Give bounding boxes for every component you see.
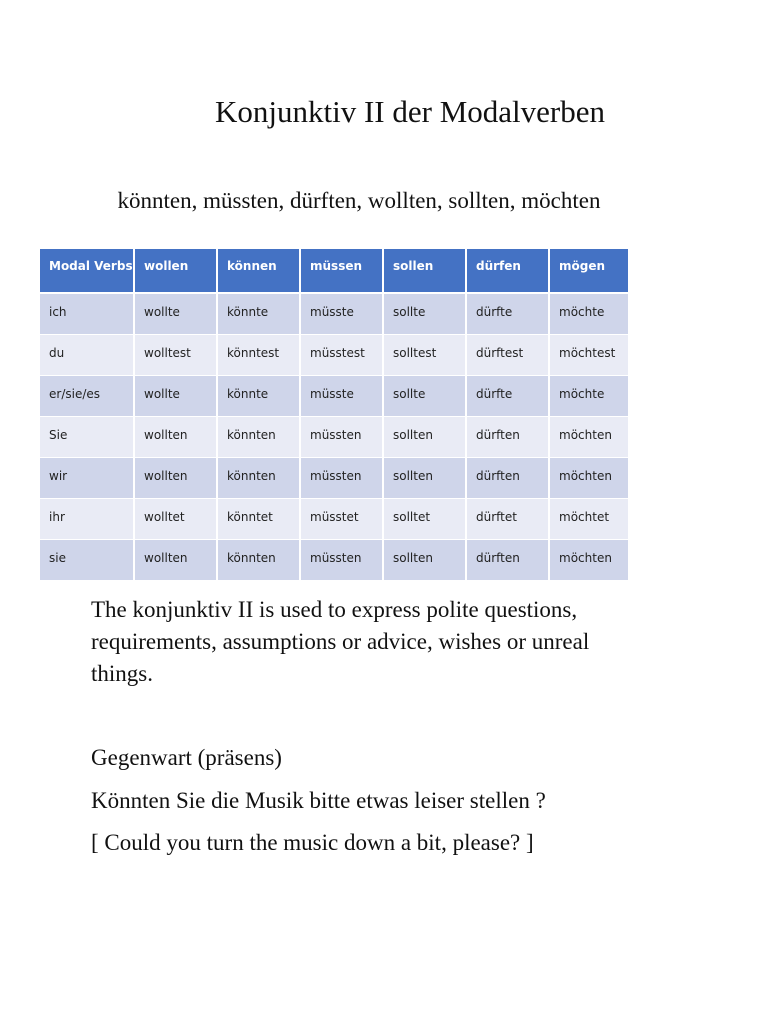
table-cell: er/sie/es [40,375,134,416]
table-cell: wolltest [134,334,217,375]
header-cell: wollen [134,249,217,293]
table-row [40,334,629,375]
table-row [40,416,629,457]
header-cell: mögen [549,249,629,293]
table-cell: möchtet [549,498,629,539]
example-translation: [ Could you turn the music down a bit, please? ] [91,830,534,855]
table-cell: wir [40,457,134,498]
header-cell: können [217,249,300,293]
table-row [40,498,629,539]
table-cell: wolltet [134,498,217,539]
table-cell: ihr [40,498,134,539]
header-cell: müssen [300,249,383,293]
header-cell: dürfen [466,249,549,293]
usage-paragraph: The konjunktiv II is used to express polite questions, requirements, assumptions or advice, wishes or unreal things. [91,597,590,686]
table-cell: müsstest [300,334,383,375]
example-sentence: Könnten Sie die Musik bitte etwas leiser stellen ? [91,788,546,813]
table-cell: wollten [134,416,217,457]
table-cell: dürften [466,416,549,457]
table-cell: möchte [549,375,629,416]
table-cell: könntet [217,498,300,539]
table-cell: müsste [300,375,383,416]
table-cell: müssten [300,539,383,580]
table-cell: möchte [549,293,629,334]
table-cell: könnten [217,539,300,580]
table-cell: müsste [300,293,383,334]
table-cell: du [40,334,134,375]
table-row [40,539,629,580]
table-cell: dürftet [466,498,549,539]
table-cell: könntest [217,334,300,375]
table-cell: möchten [549,539,629,580]
table-cell: sollten [383,416,466,457]
table-cell: müsstet [300,498,383,539]
table-cell: könnten [217,416,300,457]
page-title: Konjunktiv II der Modalverben [215,94,605,129]
table-cell: möchten [549,457,629,498]
table-cell: sie [40,539,134,580]
table-cell: dürften [466,457,549,498]
table-cell: müssten [300,457,383,498]
table-cell: dürfte [466,375,549,416]
modal-verbs-table-container [40,249,629,580]
table-cell: wollten [134,539,217,580]
table-cell: sollten [383,539,466,580]
table-cell: dürften [466,539,549,580]
table-cell: möchtest [549,334,629,375]
table-cell: sollten [383,457,466,498]
table-cell: ich [40,293,134,334]
table-cell: wollte [134,375,217,416]
table-cell: könnten [217,457,300,498]
table-row [40,293,629,334]
table-cell: sollte [383,293,466,334]
table-row [40,375,629,416]
table-cell: solltet [383,498,466,539]
verb-forms-subtitle: könnten, müssten, dürften, wollten, sollten, möchten [117,188,601,213]
table-cell: müssten [300,416,383,457]
table-cell: wollten [134,457,217,498]
table-cell: möchten [549,416,629,457]
table-cell: wollte [134,293,217,334]
table-row [40,457,629,498]
table-header-row [40,249,629,293]
table-cell: sollte [383,375,466,416]
table-cell: könnte [217,375,300,416]
header-cell: sollen [383,249,466,293]
table-cell: dürftest [466,334,549,375]
table-cell: könnte [217,293,300,334]
header-cell: Modal Verbs [40,249,134,293]
table-cell: Sie [40,416,134,457]
table-cell: dürfte [466,293,549,334]
table-cell: solltest [383,334,466,375]
section-label: Gegenwart (präsens) [91,745,282,770]
modal-verbs-table [40,249,630,581]
